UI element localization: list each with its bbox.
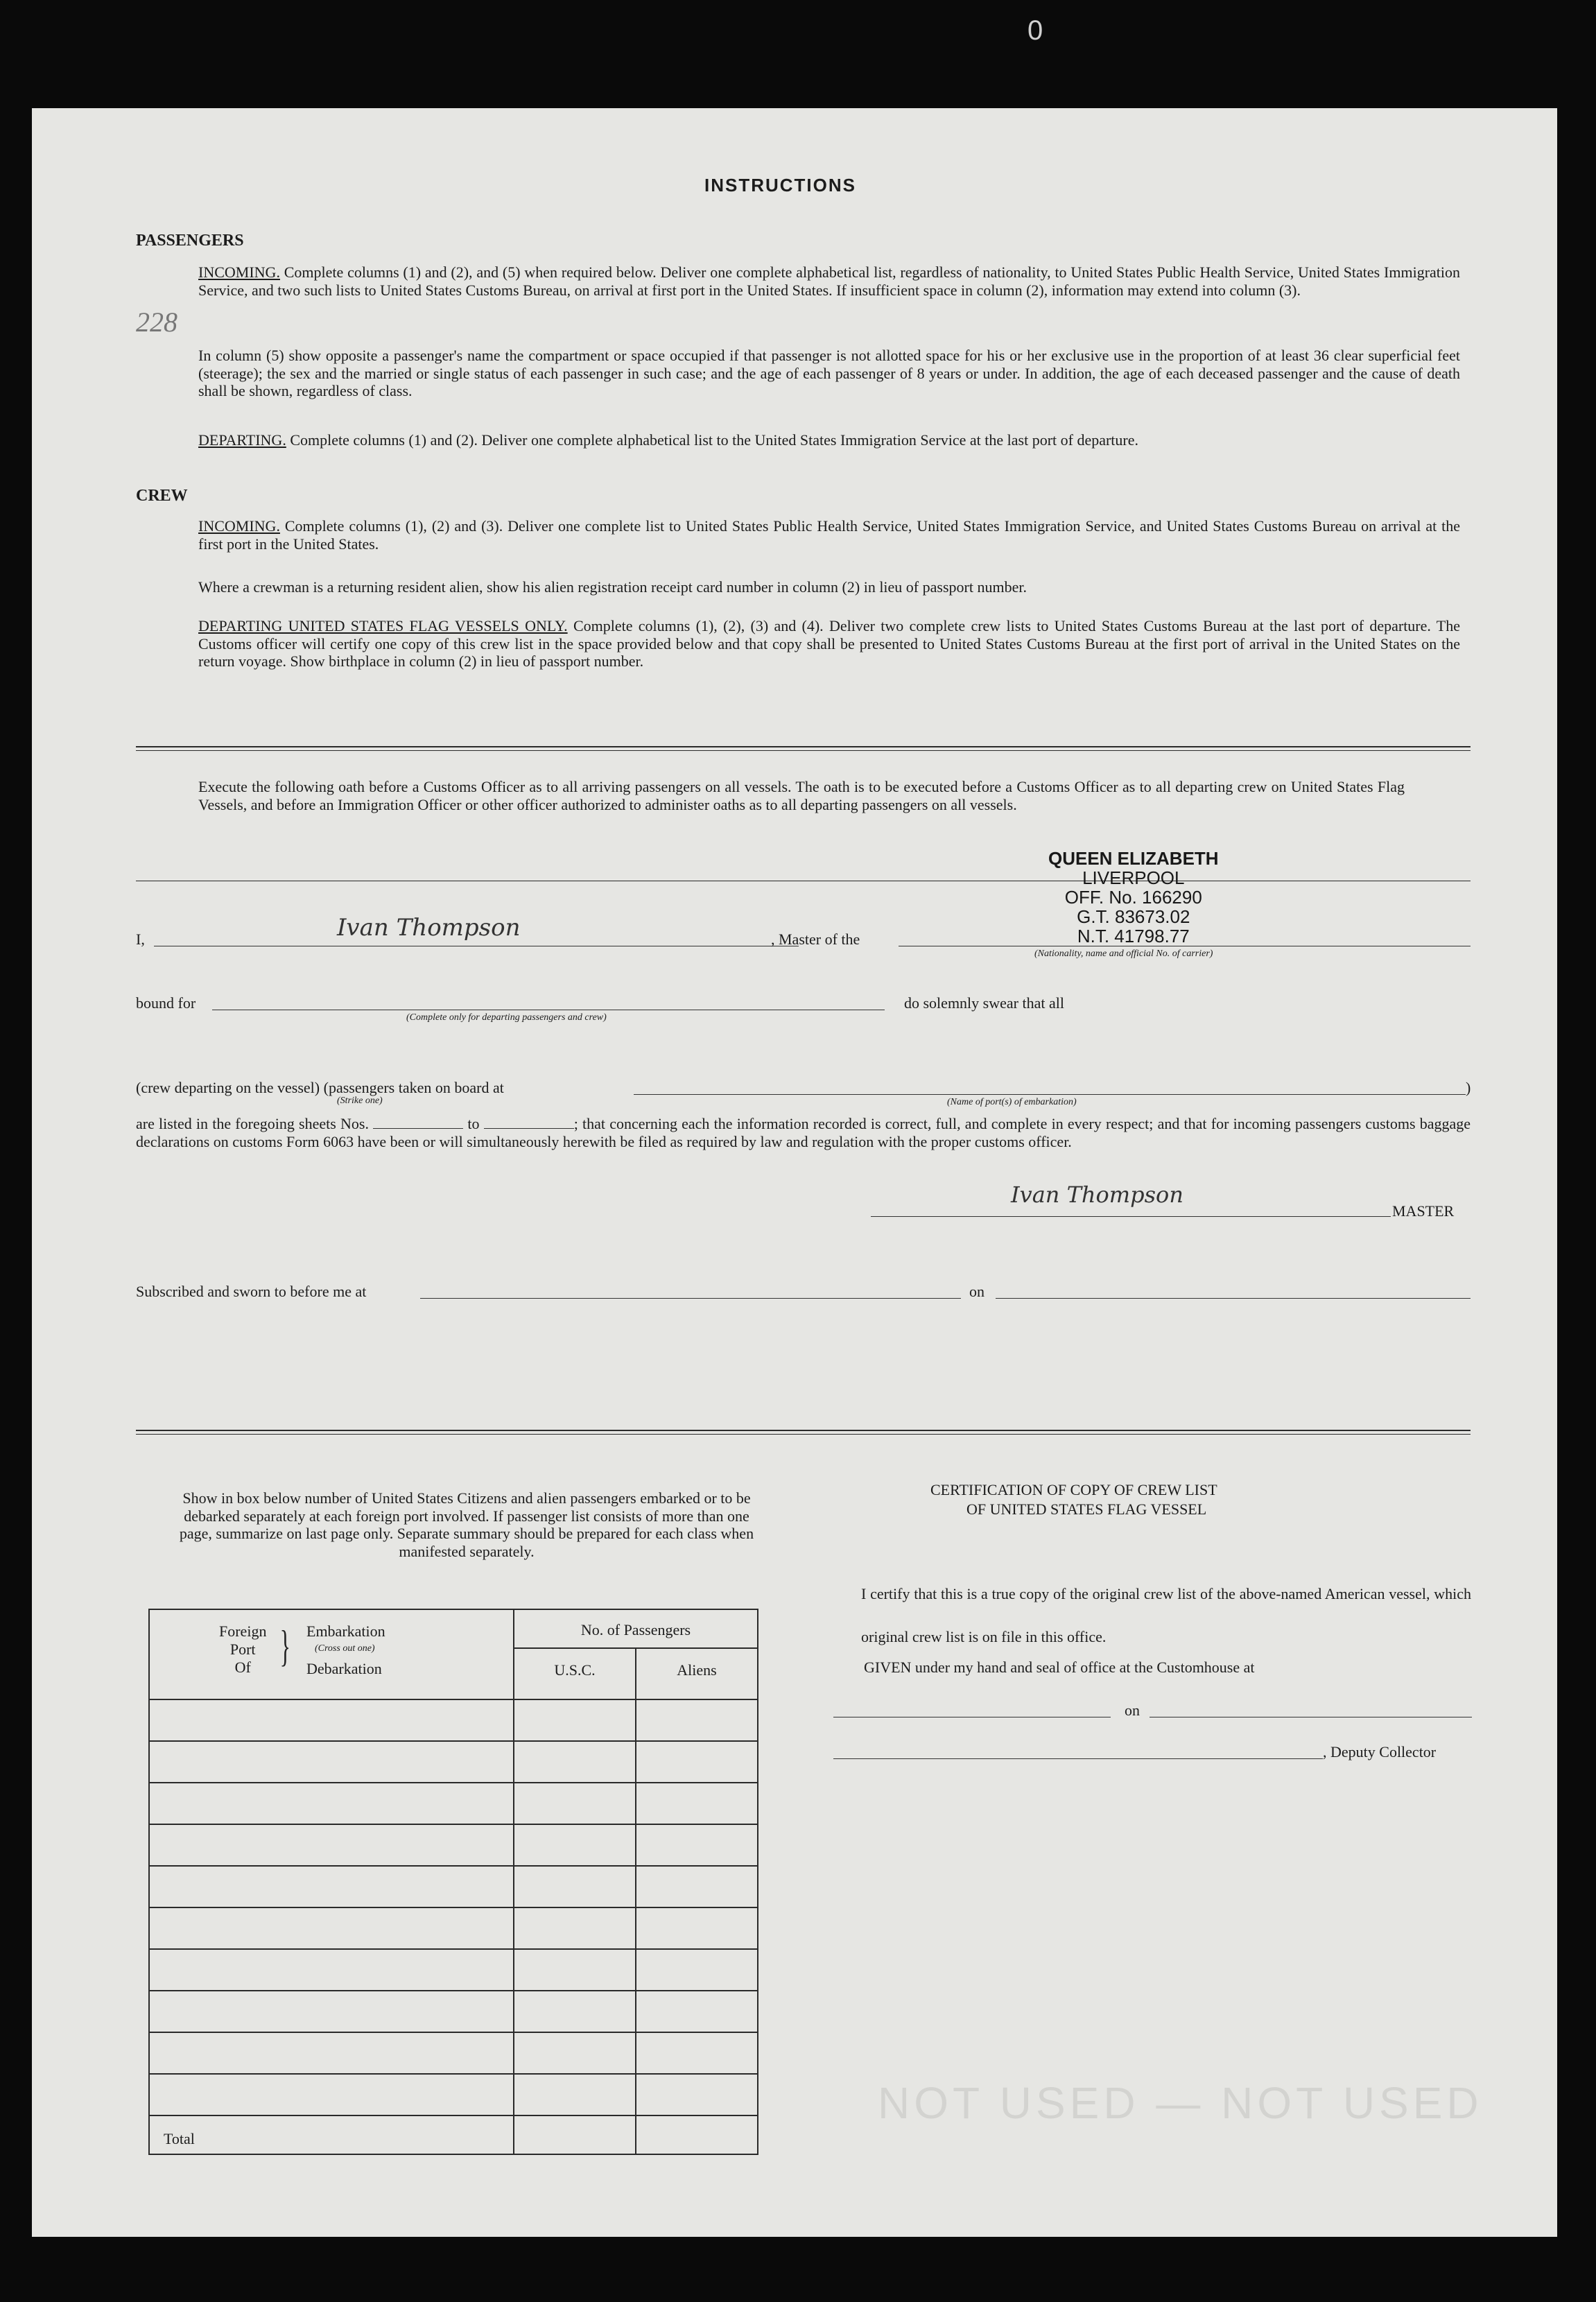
oath-intro: Execute the following oath before a Customs Officer as to all arriving passengers on all vessels. The oath is to be executed before a Customs Officer as to all departing crew on United States Flag Vessels, and before an Immigration Officer or other officer authorized to administer oaths as to all departing passengers on all vessels. bbox=[198, 778, 1405, 813]
aliens-cell[interactable] bbox=[636, 2074, 758, 2115]
strike-one-note: (Strike one) bbox=[337, 1096, 383, 1106]
crew-departing-paragraph bbox=[198, 617, 1460, 670]
crew-departing-label: DEPARTING UNITED STATES FLAG VESSELS ONLY. bbox=[198, 617, 568, 634]
crew-departing-label: (crew departing on the vessel) (passengers taken on board at bbox=[136, 1079, 504, 1096]
listed-correct-text: ; that concerning each the information recorded is correct, full, and complete in every respect; bbox=[573, 1115, 1154, 1132]
master-signature-line bbox=[871, 1216, 1391, 1217]
aliens-cell[interactable] bbox=[636, 1907, 758, 1949]
port-cell[interactable] bbox=[149, 2032, 514, 2074]
deputy-signature-line bbox=[833, 1758, 1323, 1759]
aliens-cell[interactable] bbox=[636, 1699, 758, 1741]
usc-cell[interactable] bbox=[514, 1949, 636, 1991]
table-row bbox=[149, 1824, 758, 1866]
stamp-gross-tonnage: G.T. 83673.02 bbox=[1077, 906, 1190, 927]
certify-text: I certify that this is a true copy of the original crew list of the above-named American vessel, which original crew list is on file in this office. bbox=[861, 1585, 1471, 1645]
subscribed-date-line bbox=[996, 1298, 1471, 1299]
certification-title-2: OF UNITED STATES FLAG VESSEL bbox=[966, 1500, 1207, 1518]
port-cell[interactable] bbox=[149, 1866, 514, 1907]
passengers-title: PASSENGERS bbox=[136, 232, 244, 250]
foreign-label: Foreign bbox=[219, 1622, 267, 1640]
usc-label: U.S.C. bbox=[514, 1649, 636, 1699]
port-cell[interactable] bbox=[149, 1783, 514, 1824]
listed-sheets-label: are listed in the foregoing sheets Nos. bbox=[136, 1115, 369, 1132]
document-page bbox=[32, 108, 1557, 2237]
port-cell[interactable] bbox=[149, 1699, 514, 1741]
swear-text: do solemnly swear that all bbox=[904, 994, 1064, 1012]
passengers-header-cell bbox=[514, 1609, 758, 1699]
total-row bbox=[149, 2115, 758, 2154]
aliens-cell[interactable] bbox=[636, 1824, 758, 1866]
stamp-official-number: OFF. No. 166290 bbox=[1064, 887, 1202, 908]
table-row bbox=[149, 1991, 758, 2032]
embarkation-port-line bbox=[634, 1094, 1466, 1095]
port-cell[interactable] bbox=[149, 1907, 514, 1949]
usc-cell[interactable] bbox=[514, 1741, 636, 1783]
master-signature-2: Ivan Thompson bbox=[1011, 1182, 1183, 1208]
listed-paragraph bbox=[136, 1115, 1471, 1150]
port-header-cell bbox=[149, 1609, 514, 1699]
aliens-cell[interactable] bbox=[636, 1741, 758, 1783]
aliens-cell[interactable] bbox=[636, 1866, 758, 1907]
passengers-departing-text: Complete columns (1) and (2). Deliver one complete alphabetical list to the United States Immigration Service at the last port of departure. bbox=[290, 431, 1139, 449]
port-note: (Name of port(s) of embarkation) bbox=[947, 1097, 1077, 1107]
passengers-incoming-label: INCOMING. bbox=[198, 263, 280, 281]
crew-departing-text: Complete columns (1), (2), (3) and (4). Deliver two complete crew lists to United States Customs Bureau at the last port of departure. The Customs officer will certify one copy of this crew list in the space provided below and that copy shall be presented to United States Customs Bureau at the first port of arrival in the United States on the return voyage. Show birthplace in column (2) in lieu of passport number. bbox=[198, 617, 1460, 670]
page-mark: 0 bbox=[1027, 15, 1043, 46]
crew-incoming-paragraph bbox=[198, 517, 1460, 553]
passenger-summary-table bbox=[148, 1609, 758, 2155]
usc-total-cell[interactable] bbox=[514, 2115, 636, 2154]
master-signature: Ivan Thompson bbox=[337, 914, 521, 942]
usc-cell[interactable] bbox=[514, 1866, 636, 1907]
foreign-port-of bbox=[219, 1622, 266, 1677]
usc-cell[interactable] bbox=[514, 1783, 636, 1824]
usc-cell[interactable] bbox=[514, 1699, 636, 1741]
certification-on-label: on bbox=[1125, 1702, 1140, 1719]
stamp-port: LIVERPOOL bbox=[1082, 867, 1185, 888]
crew-returning-text: Where a crewman is a returning resident alien, show his alien registration receipt card number in column (2) in lieu of passport number. bbox=[198, 578, 1027, 596]
master-of-label: , Master of the bbox=[771, 931, 860, 948]
passengers-incoming-text: Complete columns (1) and (2), and (5) when required below. Deliver one complete alphabetical list, regardless of nationality, to United States Public Health Service, United States Immigration Service, and two such lists to United States Customs Bureau, on arrival at first port in the United States. If insufficient space in column (2), information may extend into column (3). bbox=[198, 263, 1461, 299]
table-row bbox=[149, 2074, 758, 2115]
aliens-cell[interactable] bbox=[636, 1991, 758, 2032]
usc-cell[interactable] bbox=[514, 2074, 636, 2115]
usc-cell[interactable] bbox=[514, 1824, 636, 1866]
table-row bbox=[149, 2032, 758, 2074]
bound-for-label: bound for bbox=[136, 994, 196, 1012]
embarkation-label: Embarkation bbox=[306, 1622, 385, 1640]
table-row bbox=[149, 1741, 758, 1783]
aliens-label: Aliens bbox=[677, 1661, 717, 1679]
crew-title: CREW bbox=[136, 487, 188, 505]
certification-title-1: CERTIFICATION OF COPY OF CREW LIST bbox=[930, 1481, 1217, 1498]
table-row bbox=[149, 1699, 758, 1741]
crew-incoming-text: Complete columns (1), (2) and (3). Deliver one complete list to United States Public Health Service, United States Immigration Service, and United States Customs Bureau on arrival at the first port in the United States. bbox=[198, 517, 1461, 553]
bottom-divider bbox=[136, 1430, 1471, 1431]
port-label: Port bbox=[229, 1641, 256, 1658]
crew-incoming-label: INCOMING. bbox=[198, 517, 280, 535]
aliens-cell[interactable] bbox=[636, 2032, 758, 2074]
listed-baggage-text: and that for incoming passengers customs baggage declarations on customs Form 6063 have been or will simultaneously herewith be filed as required by law and regulation with the proper customs officer. bbox=[136, 1115, 1471, 1150]
subscribed-on-label: on bbox=[969, 1283, 985, 1300]
margin-number: 228 bbox=[136, 306, 177, 338]
bound-for-note: (Complete only for departing passengers and crew) bbox=[406, 1012, 607, 1023]
table-row bbox=[149, 1783, 758, 1824]
aliens-cell[interactable] bbox=[636, 1783, 758, 1824]
passengers-departing-paragraph bbox=[198, 431, 1460, 449]
port-cell[interactable] bbox=[149, 2074, 514, 2115]
total-cell bbox=[149, 2115, 514, 2154]
passengers-column5-text: In column (5) show opposite a passenger's name the compartment or space occupied if that passenger is not allotted space for his or her exclusive use in the proportion of at least 36 clear superficial feet (steerage); the sex and the married or single status of each passenger in such case; and the age of each passenger of 8 years or under. In addition, the age of each deceased passenger and the cause of death shall be shown, regardless of class. bbox=[198, 347, 1460, 399]
page-title: INSTRUCTIONS bbox=[704, 175, 856, 196]
section-divider bbox=[136, 750, 1471, 751]
total-label: Total bbox=[164, 2130, 195, 2147]
usc-cell[interactable] bbox=[514, 2032, 636, 2074]
close-paren: ) bbox=[1466, 1079, 1471, 1096]
section-divider bbox=[136, 746, 1471, 747]
port-cell[interactable] bbox=[149, 1741, 514, 1783]
passengers-departing-label: DEPARTING. bbox=[198, 431, 286, 449]
of-label: Of bbox=[234, 1659, 251, 1676]
carrier-note: (Nationality, name and official No. of carrier) bbox=[1034, 949, 1213, 959]
stamp-vessel-name: QUEEN ELIZABETH bbox=[1048, 848, 1219, 869]
summary-instructions: Show in box below number of United States Citizens and alien passengers embarked or to be debarked separately at each foreign port involved. If passenger list consists of more than one page, summarize on last page only. Separate summary should be prepared for each class when manifested separately. bbox=[179, 1489, 754, 1560]
oath-i-label: I, bbox=[136, 931, 145, 948]
stamp-net-tonnage: N.T. 41798.77 bbox=[1077, 926, 1190, 946]
debarkation-label: Debarkation bbox=[306, 1660, 382, 1677]
vessel-stamp bbox=[1048, 849, 1219, 946]
port-cell[interactable] bbox=[149, 1949, 514, 1991]
table-row bbox=[149, 1907, 758, 1949]
bottom-divider bbox=[136, 1434, 1471, 1435]
cross-out-note: (Cross out one) bbox=[315, 1643, 375, 1654]
master-label: MASTER bbox=[1392, 1202, 1455, 1220]
passengers-incoming-paragraph bbox=[198, 263, 1460, 299]
port-cell[interactable] bbox=[149, 1991, 514, 2032]
usc-cell[interactable] bbox=[514, 1991, 636, 2032]
deputy-collector-label: , Deputy Collector bbox=[1323, 1743, 1437, 1760]
usc-cell[interactable] bbox=[514, 1907, 636, 1949]
listed-to-label: to bbox=[467, 1115, 480, 1132]
brace-icon: } bbox=[279, 1621, 291, 1670]
aliens-total-cell[interactable] bbox=[636, 2115, 758, 2154]
bleed-through-text: NOT USED — NOT USED bbox=[878, 2078, 1483, 2128]
given-text: GIVEN under my hand and seal of office at the Customhouse at bbox=[864, 1659, 1255, 1676]
no-passengers-label: No. of Passengers bbox=[580, 1621, 691, 1638]
subscribed-place-line bbox=[420, 1298, 961, 1299]
aliens-cell[interactable] bbox=[636, 1949, 758, 1991]
table-row bbox=[149, 1866, 758, 1907]
table-row bbox=[149, 1949, 758, 1991]
port-cell[interactable] bbox=[149, 1824, 514, 1866]
subscribed-label: Subscribed and sworn to before me at bbox=[136, 1283, 367, 1300]
